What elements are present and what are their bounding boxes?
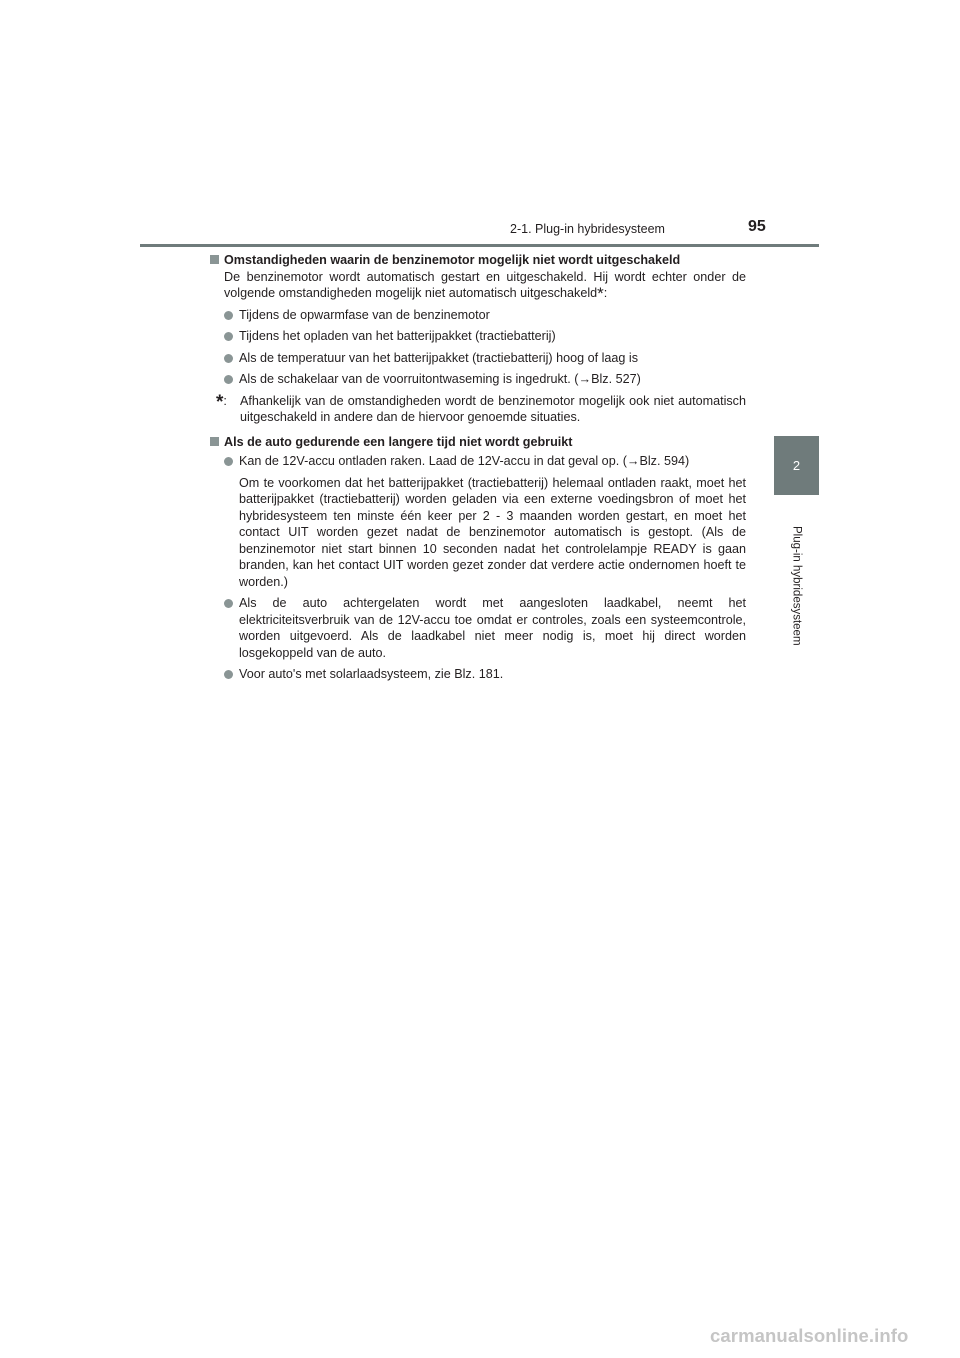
page-header-section: 2-1. Plug-in hybridesysteem	[510, 222, 665, 236]
square-bullet-icon	[210, 255, 219, 264]
main-content	[210, 252, 746, 683]
bullet-detail: Om te voorkomen dat het batterijpakket (tractiebatterij) helemaal ontladen raakt, moet het batterijpakket (tractiebatterij) worden geladen via een externe voedingsbron of moet het hybridesysteem ten minste één keer per 2 - 3 maanden worden gestart, en moet het contact UIT worden gezet nadat de benzinemotor automatisch is gestopt. (Als de benzinemotor niet start binnen 10 seconden nadat het controlelampje READY is gaan branden, kan het contact UIT worden gezet zonder dat verdere actie ondernomen hoeft te worden.)	[239, 475, 746, 589]
watermark: carmanualsonline.info	[710, 1325, 909, 1346]
bullet-dot-icon	[224, 354, 233, 363]
section1-intro: De benzinemotor wordt automatisch gestart en uitgeschakeld. Hij wordt echter onder de volgende omstandigheden mogelijk niet automatisch uitgeschakeld*:	[224, 269, 746, 303]
bullet-dot-icon	[224, 311, 233, 320]
bullet-dot-icon	[224, 457, 233, 466]
list-item: Tijdens de opwarmfase van de benzinemotor	[224, 307, 746, 324]
bullet-dot-icon	[224, 599, 233, 608]
chapter-tab	[774, 436, 819, 495]
list-item: Tijdens het opladen van het batterijpakket (tractiebatterij)	[224, 328, 746, 345]
list-item: Als de temperatuur van het batterijpakket (tractiebatterij) hoog of laag is	[224, 350, 746, 367]
square-bullet-icon	[210, 437, 219, 446]
chapter-number: 2	[792, 458, 801, 473]
footnote: *: Afhankelijk van de omstandigheden wordt de benzinemotor mogelijk ook niet automatisch uitgeschakeld in andere dan de hiervoor genoemde situaties.	[216, 391, 746, 424]
footnote-mark: *	[216, 391, 224, 413]
page-number: 95	[748, 218, 766, 235]
bullet-dot-icon	[224, 375, 233, 384]
section2-heading: Als de auto gedurende een langere tijd niet wordt gebruikt	[210, 434, 746, 451]
chapter-label-tab	[774, 498, 819, 673]
section1-heading: Omstandigheden waarin de benzinemotor mogelijk niet wordt uitgeschakeld	[210, 252, 746, 269]
header-rule	[140, 244, 819, 247]
bullet-dot-icon	[224, 332, 233, 341]
list-item: Als de schakelaar van de voorruitontwaseming is ingedrukt. (→Blz. 527)	[224, 371, 746, 388]
list-item: Voor auto's met solarlaadsysteem, zie Blz. 181.	[224, 666, 746, 683]
list-item: Als de auto achtergelaten wordt met aangesloten laadkabel, neemt het elektriciteitsverbruik van de 12V-accu toe omdat er controles, zoals een systeemcontrole, worden uitgevoerd. Als de laadkabel niet meer nodig is, moet hij direct worden losgekoppeld van de auto.	[224, 595, 746, 661]
list-item: Kan de 12V-accu ontladen raken. Laad de 12V-accu in dat geval op. (→Blz. 594)	[224, 453, 746, 470]
chapter-label: Plug-in hybridesysteem	[790, 525, 803, 646]
footnote-text: Afhankelijk van de omstandigheden wordt de benzinemotor mogelijk ook niet automatisch uitgeschakeld in andere dan de hiervoor genoemde situaties.	[240, 393, 746, 424]
bullet-dot-icon	[224, 670, 233, 679]
